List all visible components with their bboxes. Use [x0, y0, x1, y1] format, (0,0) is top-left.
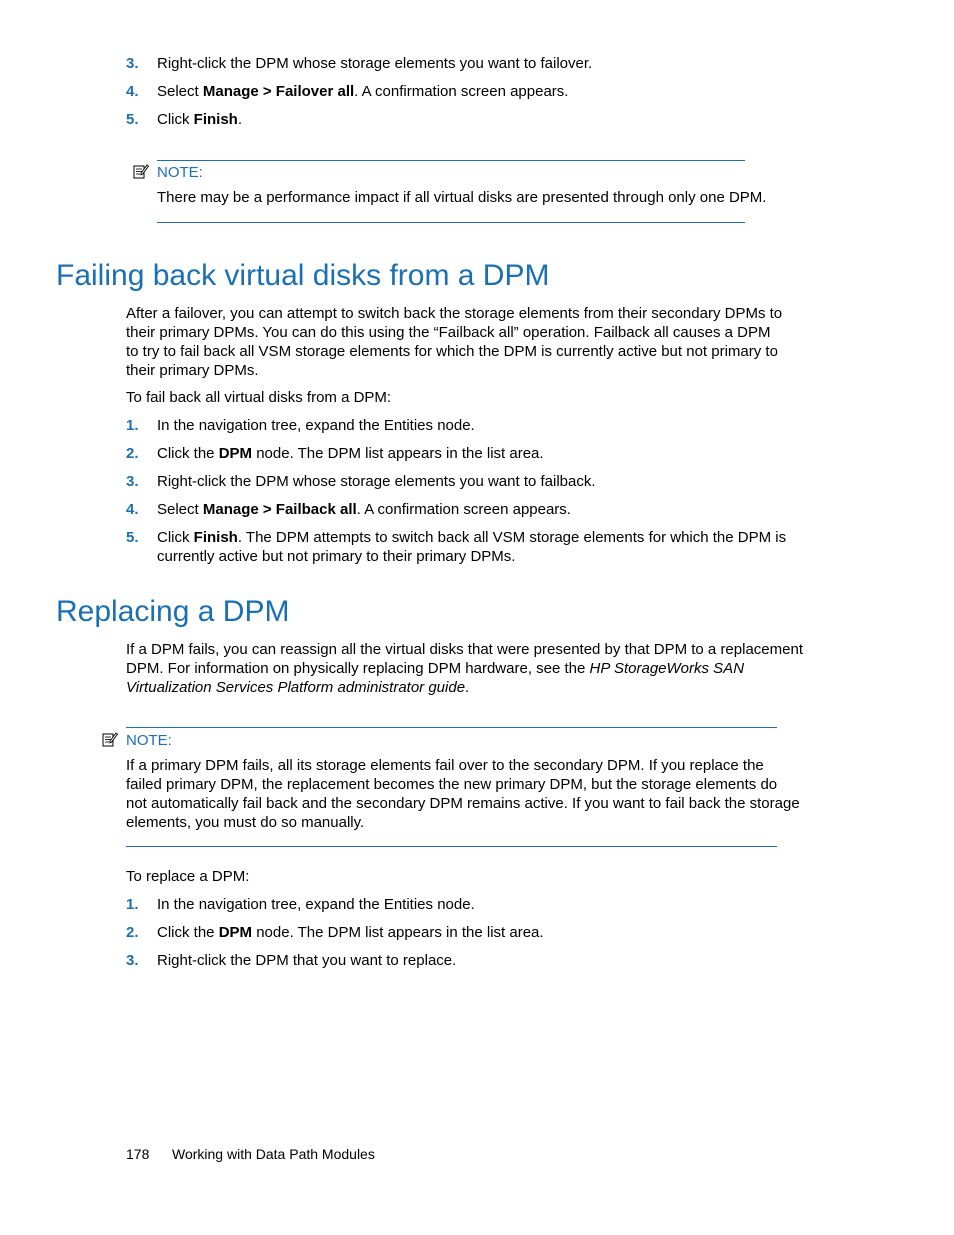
note-bottom-rule [157, 222, 745, 223]
section1-lead: To fail back all virtual disks from a DPM: [126, 389, 392, 406]
note-label: NOTE: [126, 732, 172, 749]
node-name: DPM [218, 445, 253, 462]
step-text: Click the DPM node. The DPM list appears in the list area. [157, 924, 544, 941]
note-top-rule [126, 727, 777, 728]
guide-title: HP StorageWorks SAN [589, 660, 745, 677]
guide-title: Virtualization Services Platform administrator guide [126, 679, 466, 696]
step-number: 2. [126, 924, 139, 941]
note-top-rule [157, 160, 745, 161]
step-text: Right-click the DPM that you want to replace. [157, 952, 457, 969]
menu-path: Manage > Failback all [202, 501, 357, 518]
step-text: Select Manage > Failover all. A confirmation screen appears. [157, 83, 569, 100]
note-text: If a primary DPM fails, all its storage elements fail over to the secondary DPM. If you replace the failed primary DPM, the replacement becomes the new primary DPM, but the storage elements do not automatically fail back and the secondary DPM remains active. If you want to fail back the storage elements, you must do so manually. [126, 757, 800, 831]
step-text: In the navigation tree, expand the Entities node. [157, 896, 475, 913]
step-number: 4. [126, 501, 139, 518]
step-number: 5. [126, 111, 139, 128]
footer-chapter-title: Working with Data Path Modules [172, 1146, 375, 1162]
page-number: 178 [126, 1146, 150, 1162]
intro-line: their primary DPMs. You can do this using the “Failback all” operation. Failback all causes a DPM [126, 324, 771, 341]
note-text: There may be a performance impact if all virtual disks are presented through only one DPM. [157, 189, 767, 206]
step-text: Right-click the DPM whose storage elements you want to failover. [157, 55, 593, 72]
step-text: Select Manage > Failback all. A confirmation screen appears. [157, 501, 571, 518]
step-number: 4. [126, 83, 139, 100]
section-heading-failing-back: Failing back virtual disks from a DPM [56, 259, 550, 292]
section2-intro [126, 640, 803, 697]
step-number: 5. [126, 529, 139, 546]
intro-line: to try to fail back all VSM storage elements for which the DPM is currently active but not primary to [126, 343, 778, 360]
section1-intro [126, 304, 782, 380]
step-text: Right-click the DPM whose storage elements you want to failback. [157, 473, 596, 490]
intro-line: Virtualization Services Platform administrator guide. [126, 679, 470, 696]
section2-lead: To replace a DPM: [126, 868, 250, 885]
section-heading-replacing: Replacing a DPM [56, 595, 290, 628]
step-number: 3. [126, 952, 139, 969]
note-box-primary-dpm [102, 727, 800, 849]
step-number: 1. [126, 417, 139, 434]
intro-line: If a DPM fails, you can reassign all the virtual disks that were presented by that DPM to a replacement [126, 641, 803, 658]
note-box-performance [133, 160, 767, 224]
note-pencil-icon [102, 731, 118, 747]
intro-line: DPM. For information on physically replacing DPM hardware, see the HP StorageWorks SAN [126, 660, 745, 677]
step-number: 3. [126, 473, 139, 490]
note-bottom-rule [126, 846, 777, 847]
intro-line: After a failover, you can attempt to switch back the storage elements from their secondary DPMs to [126, 305, 783, 322]
step-number: 1. [126, 896, 139, 913]
note-pencil-icon [133, 163, 149, 179]
step-number: 2. [126, 445, 139, 462]
step-text: Click Finish. [157, 111, 243, 128]
button-name: Finish [193, 529, 238, 546]
intro-line: their primary DPMs. [126, 362, 259, 379]
step-text: Click the DPM node. The DPM list appears in the list area. [157, 445, 544, 462]
step-text: Click Finish. The DPM attempts to switch back all VSM storage elements for which the DPM is currently active but not primary to their primary DPMs. [157, 529, 787, 565]
node-name: DPM [218, 924, 253, 941]
step-number: 3. [126, 55, 139, 72]
note-label: NOTE: [157, 164, 203, 181]
button-name: Finish [193, 111, 238, 128]
menu-path: Manage > Failover all [202, 83, 355, 100]
step-text: In the navigation tree, expand the Entities node. [157, 417, 475, 434]
